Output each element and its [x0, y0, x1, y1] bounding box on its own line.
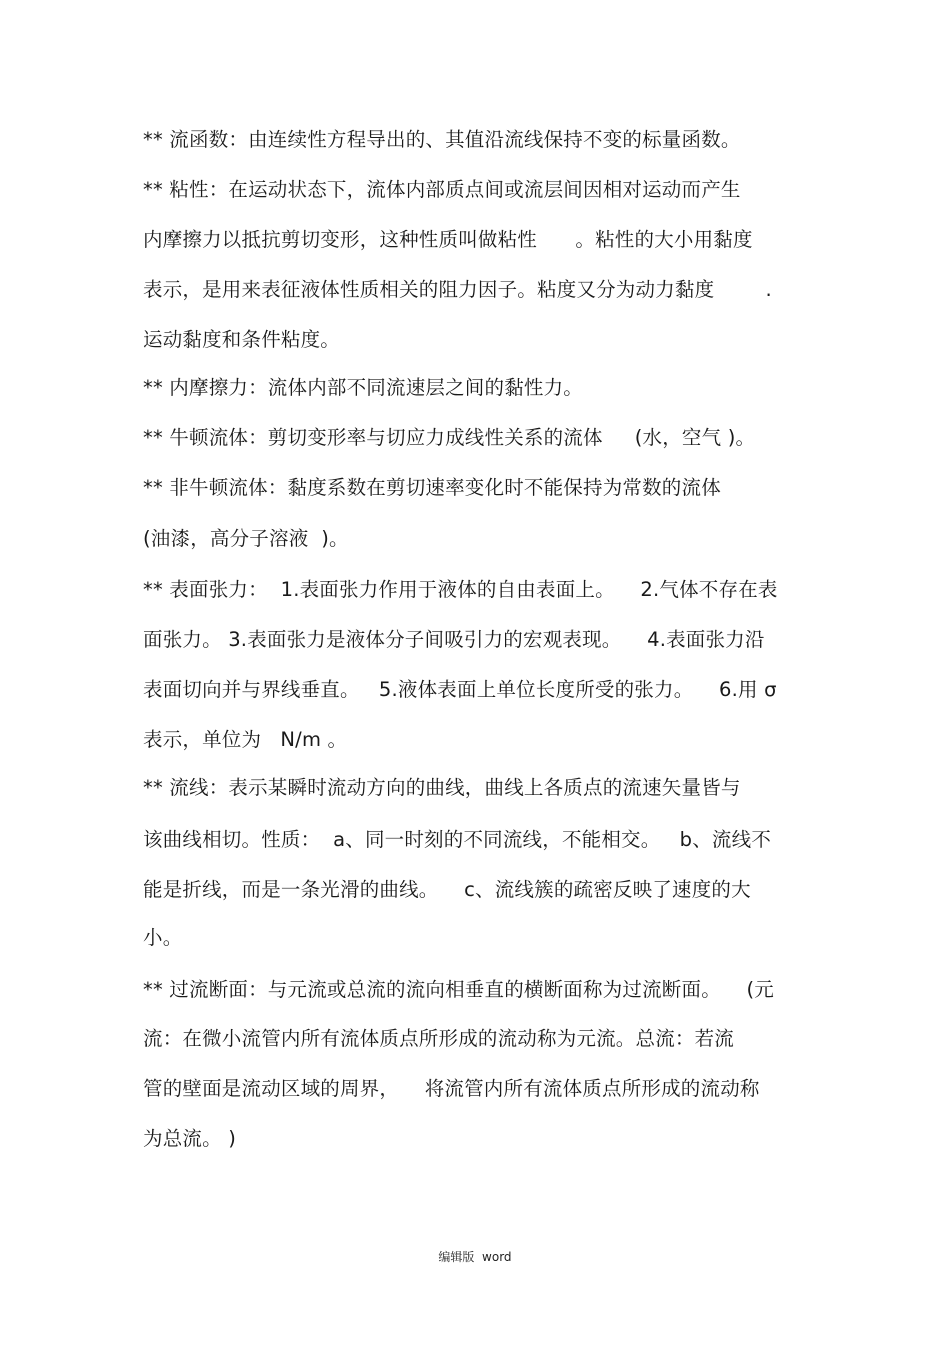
- text-line: ** 非牛顿流体：黏度系数在剪切速率变化时不能保持为常数的流体: [143, 476, 721, 499]
- text-line: 流：在微小流管内所有流体质点所形成的流动称为元流。总流：若流: [143, 1027, 735, 1050]
- text-line: 运动黏度和条件粘度。: [143, 328, 341, 351]
- text-line: 面张力。 3.表面张力是液体分子间吸引力的宏观表现。 4.表面张力沿: [143, 628, 765, 651]
- text-line: (油漆，高分子溶液 )。: [143, 527, 349, 550]
- text-line: ** 内摩擦力：流体内部不同流速层之间的黏性力。: [143, 376, 583, 399]
- text-line: ** 流线：表示某瞬时流动方向的曲线，曲线上各质点的流速矢量皆与: [143, 776, 741, 799]
- text-line: 表示，单位为 N/m 。: [143, 728, 348, 751]
- text-line: ** 流函数：由连续性方程导出的、其值沿流线保持不变的标量函数。: [143, 128, 741, 151]
- text-line: ** 粘性：在运动状态下，流体内部质点间或流层间因相对运动而产生: [143, 178, 741, 201]
- text-line: 表面切向并与界线垂直。 5.液体表面上单位长度所受的张力。 6.用 σ: [143, 678, 777, 701]
- text-line: 为总流。 ): [143, 1127, 237, 1150]
- text-line: 内摩擦力以抵抗剪切变形，这种性质叫做粘性 。粘性的大小用黏度: [143, 228, 753, 251]
- text-line: ** 牛顿流体：剪切变形率与切应力成线性关系的流体 (水，空气 )。: [143, 426, 756, 449]
- text-line: 管的壁面是流动区域的周界， 将流管内所有流体质点所形成的流动称: [143, 1077, 760, 1100]
- text-line: 表示，是用来表征液体性质相关的阻力因子。粘度又分为动力黏度 .: [143, 278, 772, 301]
- text-line: ** 过流断面：与元流或总流的流向相垂直的横断面称为过流断面。 (元: [143, 978, 775, 1001]
- text-line: 该曲线相切。性质： a、同一时刻的不同流线，不能相交。 b、流线不: [143, 828, 772, 851]
- page-footer: 编辑版 word: [438, 1250, 512, 1264]
- text-line: ** 表面张力： 1.表面张力作用于液体的自由表面上。 2.气体不存在表: [143, 578, 778, 601]
- text-line: 能是折线，而是一条光滑的曲线。 c、流线簇的疏密反映了速度的大: [143, 878, 751, 901]
- text-line: 小。: [143, 926, 183, 949]
